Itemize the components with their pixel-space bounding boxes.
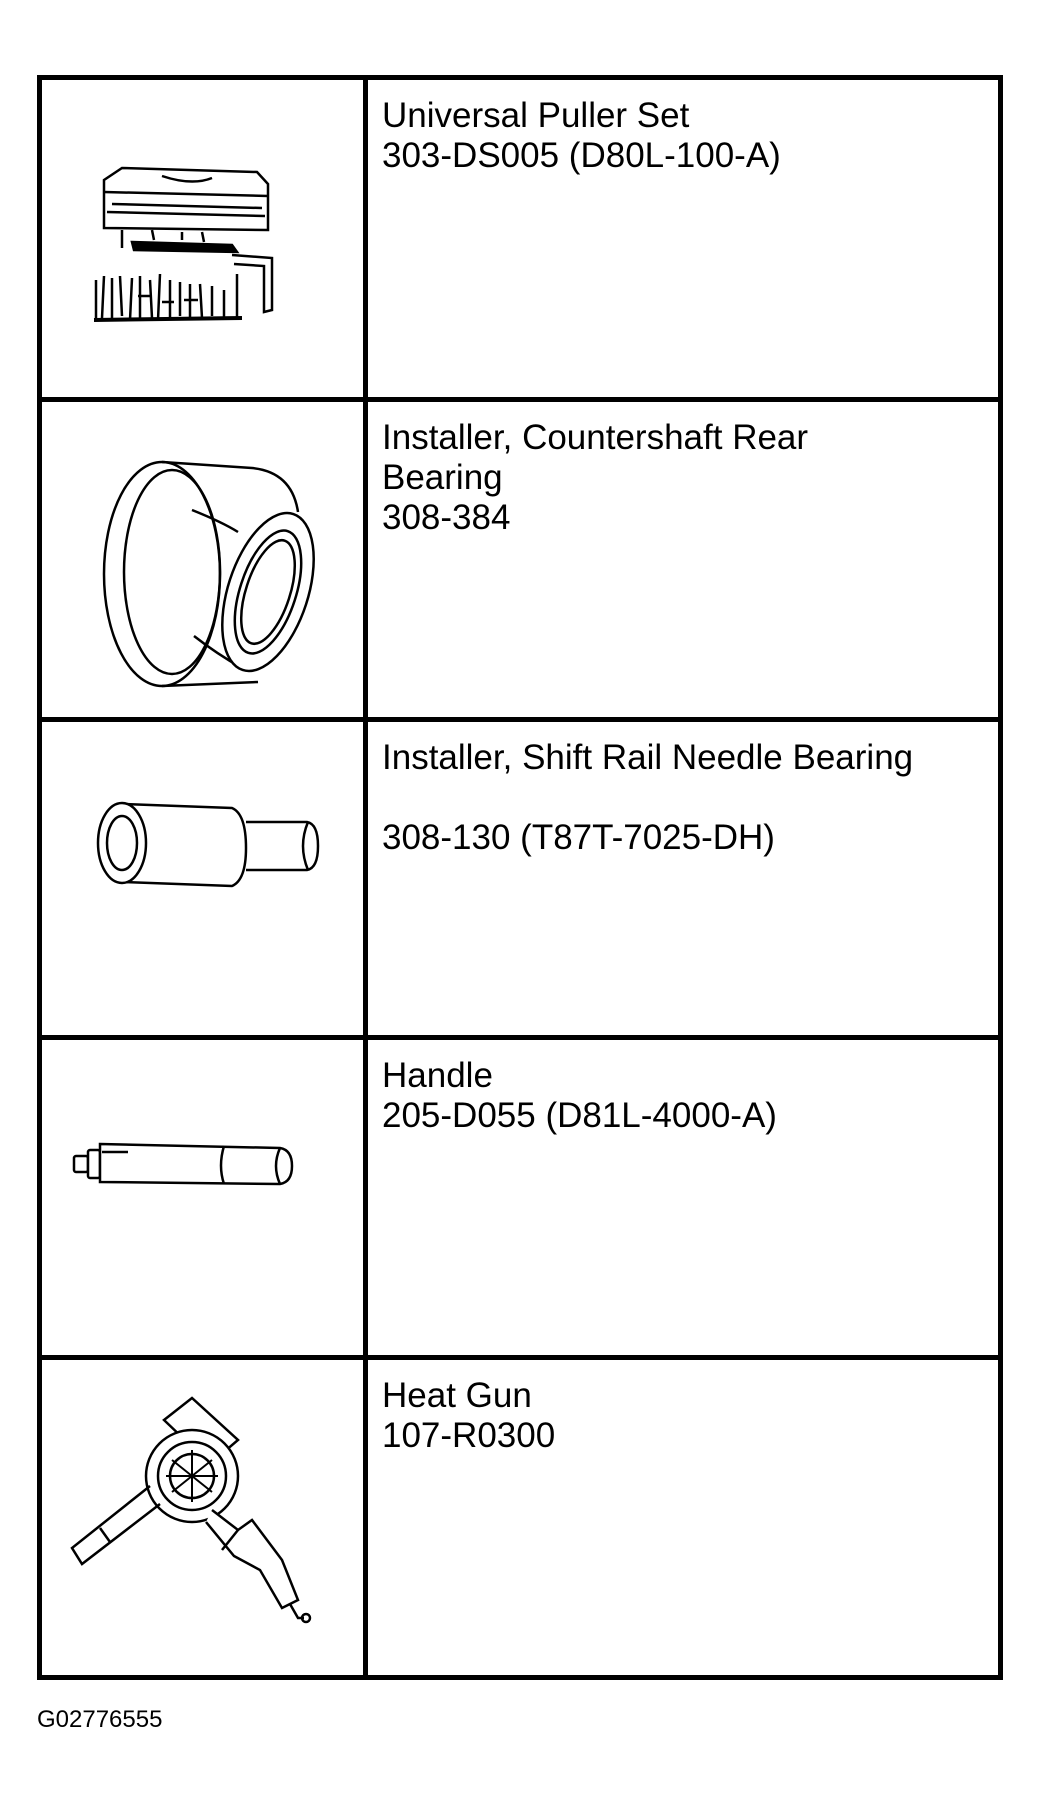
tool-number: 205-D055 (D81L-4000-A) <box>382 1096 777 1135</box>
tool-row <box>42 1035 998 1355</box>
column-divider <box>363 80 368 397</box>
tool-description <box>382 1376 992 1456</box>
heat-gun-icon <box>42 1360 363 1675</box>
tool-number: 308-130 (T87T-7025-DH) <box>382 818 775 857</box>
spacer-line <box>382 778 992 818</box>
handle-icon <box>42 1040 363 1355</box>
tool-row <box>42 80 998 397</box>
tool-name-continued: Bearing <box>382 458 503 497</box>
universal-puller-set-icon <box>42 80 363 397</box>
column-divider <box>363 402 368 717</box>
tool-row <box>42 397 998 717</box>
tool-row <box>42 1355 998 1675</box>
tool-number: 308-384 <box>382 498 511 537</box>
column-divider <box>363 1360 368 1675</box>
tool-name: Heat Gun <box>382 1376 532 1415</box>
tool-name: Installer, Shift Rail Needle Bearing <box>382 738 914 777</box>
column-divider <box>363 722 368 1035</box>
tool-description <box>382 418 992 538</box>
tool-name: Universal Puller Set <box>382 96 690 135</box>
figure-id: G02776555 <box>37 1706 163 1733</box>
tool-description <box>382 738 992 858</box>
tool-description <box>382 1056 992 1136</box>
tool-name: Installer, Countershaft Rear <box>382 418 809 457</box>
tool-name: Handle <box>382 1056 493 1095</box>
needle-bearing-installer-icon <box>42 722 363 1035</box>
tool-number: 303-DS005 (D80L-100-A) <box>382 136 781 175</box>
tool-row <box>42 717 998 1035</box>
countershaft-bearing-installer-icon <box>42 402 363 717</box>
column-divider <box>363 1040 368 1355</box>
special-tools-table <box>37 75 1003 1680</box>
tool-number: 107-R0300 <box>382 1416 556 1455</box>
tool-description <box>382 96 992 176</box>
